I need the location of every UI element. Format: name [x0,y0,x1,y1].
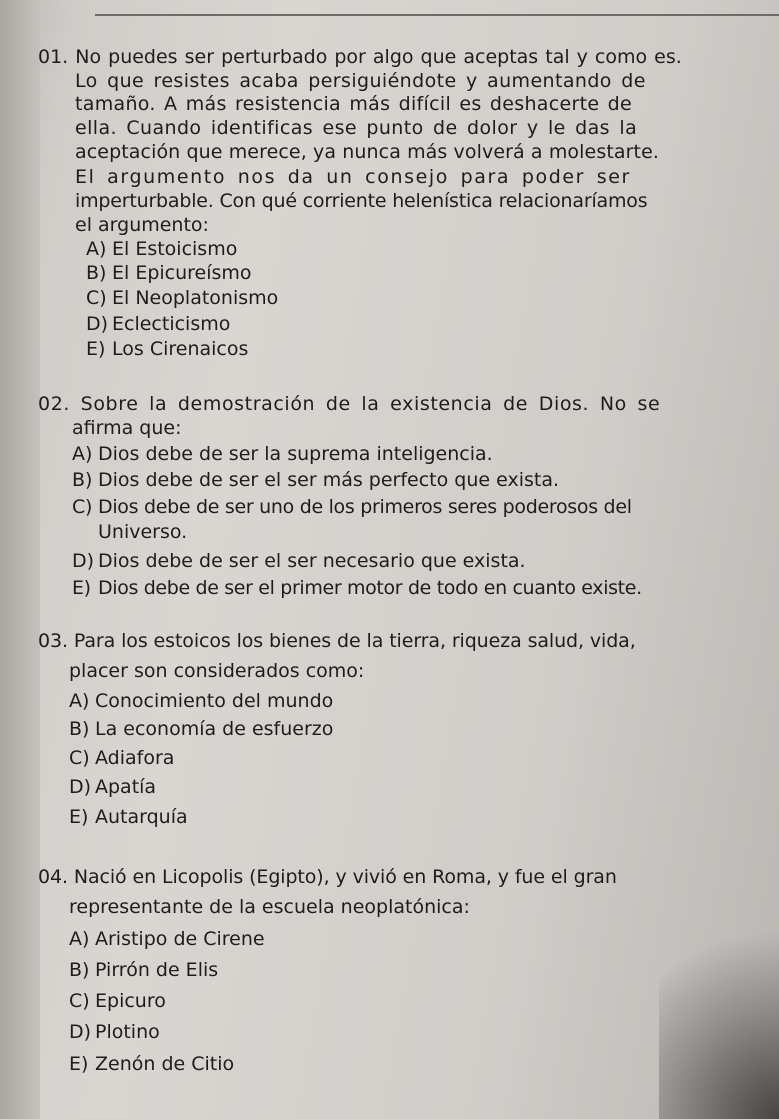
question-2-option-e[interactable]: E) Dios debe de ser el primer motor de todo en cuanto existe. [72,577,642,599]
question-4-number: 04. [38,866,68,888]
question-2-option-c-continued: Universo. [98,521,188,543]
question-3-option-c[interactable]: C) Adiafora [69,747,175,769]
question-3-line-1: 03. Para los estoicos los bienes de la tierra, riqueza salud, vida, [38,630,636,652]
question-3-option-e[interactable]: E) Autarquía [69,806,188,828]
question-4-option-c[interactable]: C) Epicuro [69,990,166,1012]
question-3-option-b[interactable]: B) La economía de esfuerzo [69,718,334,740]
question-1-number: 01. [38,46,69,68]
question-1-line-2: Lo que resistes acaba persiguiéndote y aumentando de [75,70,646,92]
question-2-option-b[interactable]: B) Dios debe de ser el ser más perfecto que exista. [72,469,560,491]
question-3-option-a[interactable]: A) Conocimiento del mundo [69,690,334,712]
question-2-line-1: 02. Sobre la demostración de la existencia de Dios. No se [38,393,661,415]
question-4-option-a[interactable]: A) Aristipo de Cirene [69,928,265,950]
question-2-option-d[interactable]: D) Dios debe de ser el ser necesario que exista. [72,550,526,572]
question-2-number: 02. [38,393,71,415]
question-4-option-b[interactable]: B) Pirrón de Elis [69,959,219,981]
question-1-option-a[interactable]: A) El Estoicismo [86,238,238,260]
question-3-line-2: placer son considerados como: [69,660,365,682]
question-1-line-8: el argumento: [75,214,209,236]
corner-shadow [659,899,779,1119]
question-1-option-e[interactable]: E) Los Cirenaicos [86,338,249,360]
question-1-option-d[interactable]: D) Eclecticismo [86,313,231,335]
header-rule [95,14,779,16]
question-1-line-3: tamaño. A más resistencia más difícil es deshacerte de [75,93,633,115]
question-1-line-7: imperturbable. Con qué corriente helenística relacionaríamos [75,190,648,212]
question-4-line-1: 04. Nació en Licopolis (Egipto), y vivió en Roma, y fue el gran [38,866,617,888]
question-2-line-2: afirma que: [72,417,182,439]
question-4-option-d[interactable]: D) Plotino [69,1021,160,1043]
question-3-option-d[interactable]: D) Apatía [69,776,157,798]
question-1-option-c[interactable]: C) El Neoplatonismo [86,287,279,309]
question-4-option-e[interactable]: E) Zenón de Citio [69,1053,235,1075]
question-2-option-c[interactable]: C) Dios debe de ser uno de los primeros seres poderosos del [72,496,632,518]
question-4-line-2: representante de la escuela neoplatónica: [69,896,470,918]
question-1-line-4: ella. Cuando identificas ese punto de dolor y le das la [75,117,638,139]
question-2-option-a[interactable]: A) Dios debe de ser la suprema inteligencia. [72,443,493,465]
question-1-option-b[interactable]: B) El Epicureísmo [86,262,252,284]
question-1-line-1: 01. No puedes ser perturbado por algo que aceptas tal y como es. [38,46,682,68]
question-1-line-5: aceptación que merece, ya nunca más volverá a molestarte. [75,141,660,163]
question-1-line-6: El argumento nos da un consejo para poder ser [75,166,631,188]
question-3-number: 03. [38,630,68,652]
page-edge-shadow [0,0,40,1119]
